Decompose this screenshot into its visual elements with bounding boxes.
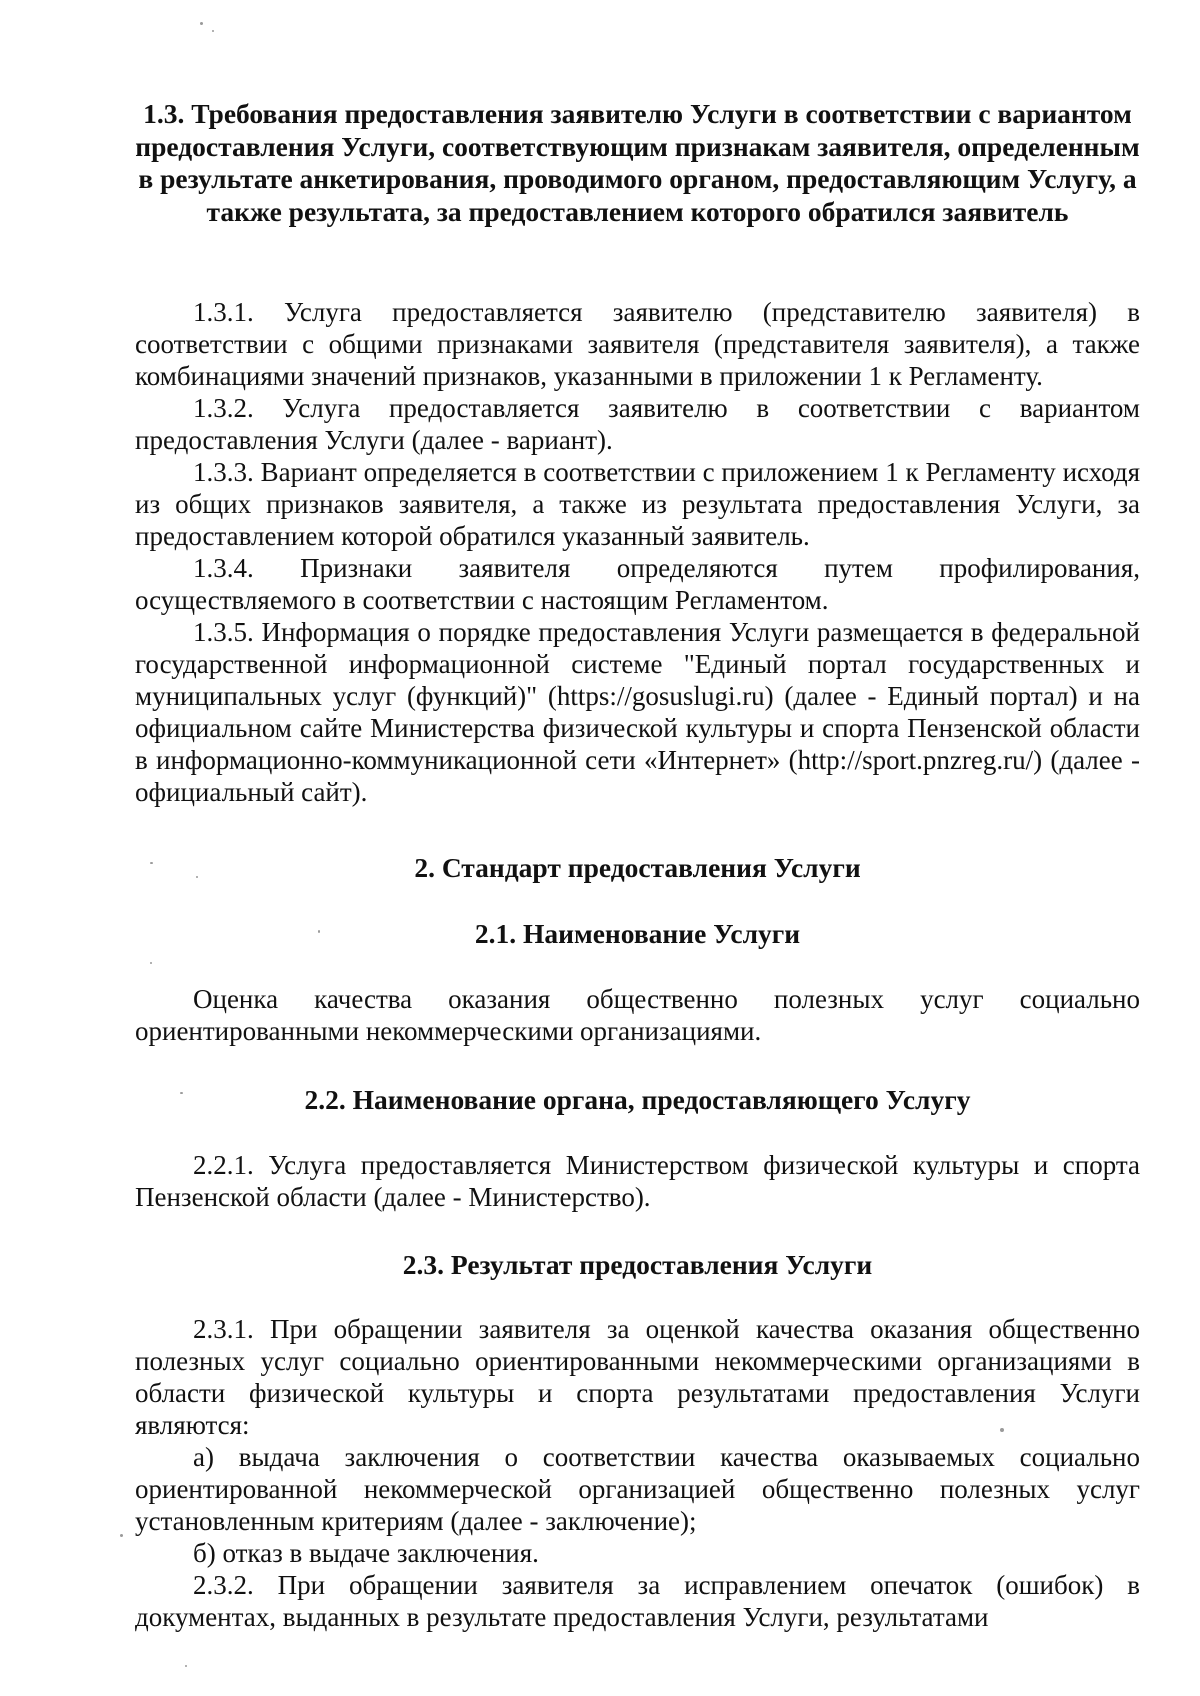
section-2-1-body (135, 983, 1140, 1047)
section-2-1-heading: 2.1. Наименование Услуги (474, 918, 801, 949)
section-2-2-heading: 2.2. Наименование органа, предоставляющего Услугу (304, 1084, 971, 1115)
scan-speck (150, 962, 152, 964)
paragraph-2-1: Оценка качества оказания общественно полезных услуг социально ориентированными некоммерческими организациями. (135, 984, 1140, 1046)
section-2-2-body (135, 1149, 1140, 1213)
section-1-3-body (135, 296, 1140, 808)
paragraph-2-2-1: 2.2.1. Услуга предоставляется Министерством физической культуры и спорта Пензенской области (далее - Министерство). (135, 1150, 1140, 1212)
paragraph-1-3-5: 1.3.5. Информация о порядке предоставления Услуги размещается в федеральной государственной информационной системе "Единый портал государственных и муниципальных услуг (функций)" (https://gosuslugi.ru) (далее - Единый портал) и на официальном сайте Министерства физической культуры и спорта Пензенской области в информационно-коммуникационной сети «Интернет» (http://sport.pnzreg.ru/) (далее - официальный сайт). (135, 617, 1140, 807)
paragraph-1-3-2: 1.3.2. Услуга предоставляется заявителю в соответствии с вариантом предоставления Услуги (далее - вариант). (135, 393, 1140, 455)
paragraph-1-3-1: 1.3.1. Услуга предоставляется заявителю (представителю заявителя) в соответствии с общими признаками заявителя (представителя заявителя), а также комбинациями значений признаков, указанными в приложении 1 к Регламенту. (135, 297, 1140, 391)
scan-speck (185, 1665, 187, 1667)
section-1-3-heading: 1.3. Требования предоставления заявителю Услуги в соответствии с вариантом предоставления Услуги, соответствующим признакам заявителя, определенным в результате анкетирования, проводимого органом, предоставляющим Услугу, а также результата, за предоставлением которого обратился заявитель (135, 98, 1140, 227)
paragraph-2-3-b: б) отказ в выдаче заключения. (193, 1538, 539, 1568)
paragraph-2-3-2: 2.3.2. При обращении заявителя за исправлением опечаток (ошибок) в документах, выданных в результате предоставления Услуги, результатами (135, 1570, 1140, 1632)
scan-speck (200, 22, 203, 25)
paragraph-1-3-4: 1.3.4. Признаки заявителя определяются путем профилирования, осуществляемого в соответствии с настоящим Регламентом. (135, 553, 1140, 615)
section-2-3-heading: 2.3. Результат предоставления Услуги (402, 1249, 873, 1280)
scan-speck (120, 1534, 123, 1537)
scan-speck (212, 30, 214, 32)
paragraph-2-3-1: 2.3.1. При обращении заявителя за оценкой качества оказания общественно полезных услуг социально ориентированными некоммерческими организациями в области физической культуры и спорта результатами предоставления Услуги являются: (135, 1314, 1140, 1440)
section-2-heading: 2. Стандарт предоставления Услуги (414, 852, 861, 883)
paragraph-1-3-3: 1.3.3. Вариант определяется в соответствии с приложением 1 к Регламенту исходя из общих признаков заявителя, а также из результата предоставления Услуги, за предоставлением которой обратился указанный заявитель. (135, 457, 1140, 551)
paragraph-2-3-a: а) выдача заключения о соответствии качества оказываемых социально ориентированной некоммерческой организацией общественно полезных услуг установленным критериям (далее - заключение); (135, 1442, 1140, 1536)
section-2-3-body (135, 1313, 1140, 1633)
